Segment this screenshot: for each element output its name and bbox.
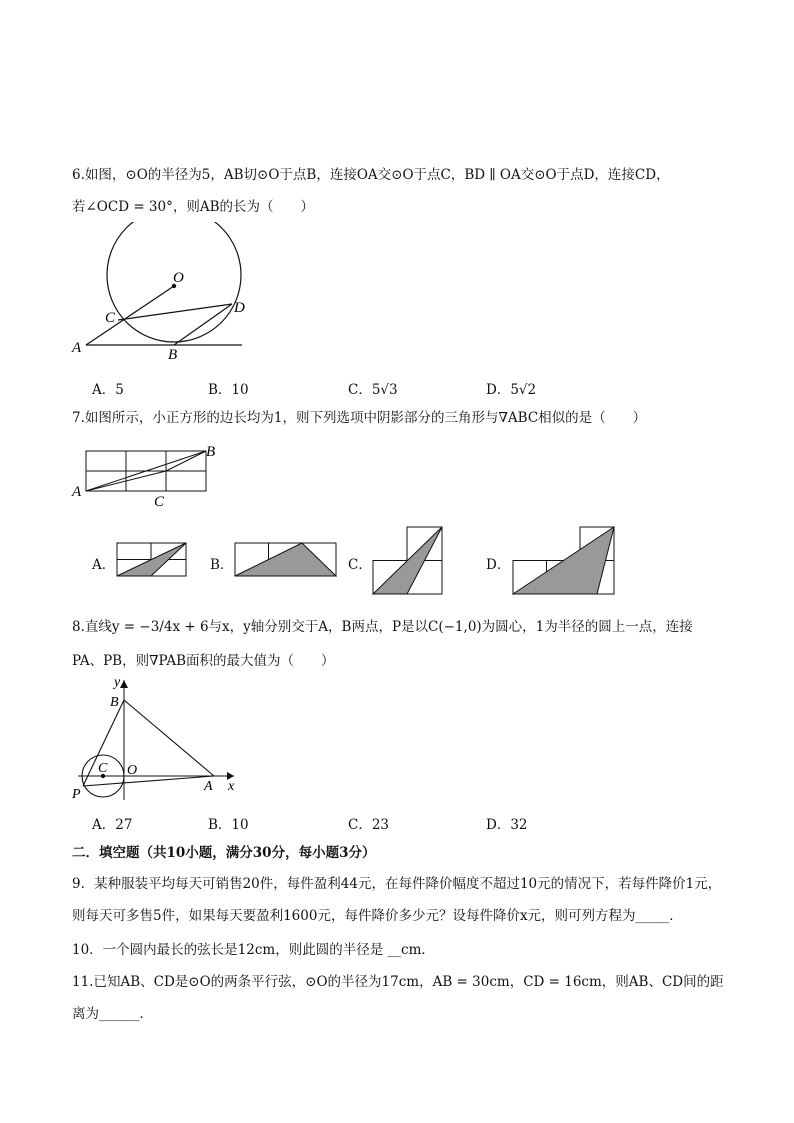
q6-figure (70, 222, 250, 362)
q7-segment-CB (166, 451, 206, 471)
q7-option-d-label: D． (486, 557, 511, 573)
q8-label-C: C (98, 761, 108, 776)
q6-segment-BD (174, 304, 232, 345)
q7-option-a-label: A． (92, 557, 116, 573)
q8-stem-line1: 8.直线y = −3/4x + 6与x，y轴分别交于A，B两点，P是以C(−1,0)为圆心，1为半径的圆上一点，连接 (72, 619, 693, 635)
q8-line-AB (124, 700, 214, 776)
q6-label-A: A (72, 340, 82, 356)
q6-stem-line2: 若∠OCD = 30°，则AB的长为（ ） (72, 199, 315, 215)
q7-option-b-figure (234, 542, 338, 578)
q8-option-a: A．27 (92, 817, 133, 833)
q8-option-b: B．10 (208, 817, 249, 833)
q6-option-c: C．5√3 (348, 382, 398, 398)
q7-option-c-label: C． (348, 557, 372, 573)
q8-label-A: A (204, 779, 213, 794)
q8-label-P: P (72, 787, 81, 802)
q6-segment-OA (86, 286, 174, 345)
q6-label-B: B (168, 347, 178, 362)
q10-stem: 10．一个圆内最长的弦长是12cm，则此圆的半径是 __cm． (72, 942, 435, 958)
q8-stem-line2: PA、PB，则∇PAB面积的最大值为（ ） (72, 653, 335, 669)
q9-stem-line2: 则每天可多售5件，如果每天要盈利1600元，每件降价多少元？设每件降价x元，则可列方程为_____． (72, 908, 683, 924)
q8-label-B: B (110, 695, 119, 710)
q6-label-D: D (234, 300, 245, 316)
q6-label-O: O (173, 270, 184, 286)
q8-label-y: y (114, 675, 121, 690)
q8-figure (70, 672, 245, 802)
q8-option-c: C．23 (348, 817, 390, 833)
q7-option-c-figure (372, 526, 444, 596)
q6-option-d: D．5√2 (486, 382, 537, 398)
q6-option-b: B．10 (208, 382, 249, 398)
q7-option-b-label: B． (210, 557, 234, 573)
q7-label-A: A (72, 484, 82, 500)
q8-label-O: O (127, 763, 138, 778)
q7-stem: 7.如图所示，小正方形的边长均为1，则下列选项中阴影部分的三角形与∇ABC相似的是（ ） (72, 410, 647, 426)
q6-label-C: C (105, 310, 116, 326)
q7-label-C: C (154, 494, 165, 510)
q6-stem-line1: 6.如图，⊙O的半径为5，AB切⊙O于点B，连接OA交⊙O于点C，BD ∥ OA交⊙O于点D，连接CD， (72, 167, 670, 183)
q7-option-d-figure (512, 526, 616, 596)
section-fill-in-heading: 二．填空题（共10小题，满分30分，每小题3分） (72, 845, 376, 861)
q11-stem-line2: 离为______． (72, 1006, 153, 1022)
q7-figure (70, 438, 220, 510)
q11-stem-line1: 11.已知AB、CD是⊙O的两条平行弦，⊙O的半径为17cm，AB = 30cm，CD = 16cm，则AB、CD间的距 (72, 974, 724, 990)
q8-option-d: D．32 (486, 817, 528, 833)
q8-y-arrow (120, 680, 128, 688)
q7-label-B: B (206, 444, 216, 460)
q7-option-a-figure (116, 542, 188, 578)
q9-stem-line1: 9．某种服装平均每天可销售20件，每件盈利44元，在每件降价幅度不超过10元的情况下，若每件降价1元， (72, 876, 722, 892)
q8-label-x: x (228, 779, 235, 794)
q6-option-a: A．5 (92, 382, 124, 398)
